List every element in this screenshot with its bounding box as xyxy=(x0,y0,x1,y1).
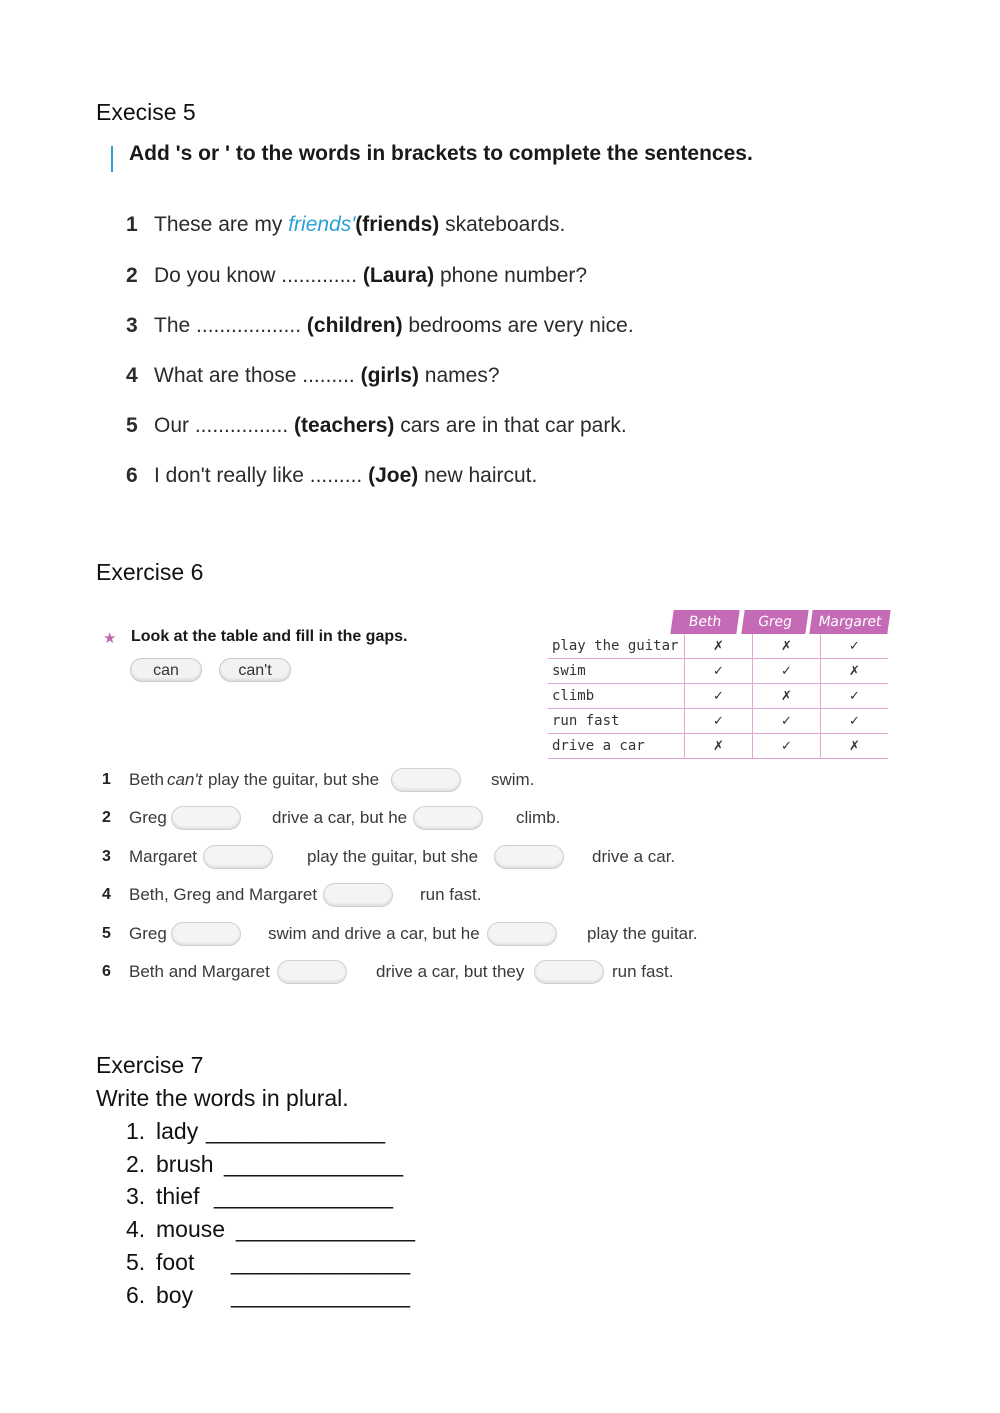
item-text-start: The xyxy=(154,314,197,337)
star-icon: ★ xyxy=(103,630,117,647)
sentence-subject: Greg xyxy=(129,808,167,827)
answer-gap-input[interactable] xyxy=(171,922,241,946)
answer-blank[interactable]: ______________ xyxy=(224,1151,404,1177)
sentence-middle: drive a car, but he xyxy=(272,808,408,827)
sentence-middle: drive a car, but they xyxy=(376,962,525,981)
answer-gap-input[interactable] xyxy=(487,922,557,946)
item-number: 1. xyxy=(126,1118,146,1144)
check-mark-icon: ✓ xyxy=(685,684,753,709)
sentence-subject: Greg xyxy=(129,924,167,943)
sentence-subject: Beth and Margaret xyxy=(129,962,270,981)
item-number: 3. xyxy=(126,1183,146,1209)
answer-blank[interactable]: ______________ xyxy=(206,1118,386,1144)
answer-gap-input[interactable] xyxy=(391,768,461,792)
singular-word: boy xyxy=(156,1282,194,1308)
table-header-margaret: Margaret xyxy=(809,610,890,634)
singular-word: brush xyxy=(156,1151,214,1177)
sentence-end: climb. xyxy=(516,808,561,827)
exercise-5-title: Execise 5 xyxy=(96,99,196,125)
sentence-end: swim. xyxy=(491,770,535,789)
answer-blank[interactable]: ______________ xyxy=(214,1183,394,1209)
item-text-end: cars are in that car park. xyxy=(394,414,627,437)
table-row xyxy=(548,684,888,709)
plural-item xyxy=(126,1118,385,1145)
plural-item xyxy=(126,1183,393,1210)
table-header-beth: Beth xyxy=(670,610,739,634)
table-row-label: play the guitar xyxy=(548,634,685,659)
item-text-start: Do you know xyxy=(154,264,282,287)
table-row xyxy=(548,634,888,659)
exercise-5-item xyxy=(126,264,587,288)
item-text-end: skateboards. xyxy=(439,213,566,236)
check-mark-icon: ✓ xyxy=(821,684,889,709)
answer-gap-input[interactable] xyxy=(494,845,564,869)
answer-gap-input[interactable] xyxy=(277,960,347,984)
option-cant[interactable]: can't xyxy=(219,658,291,682)
check-mark-icon: ✓ xyxy=(753,734,821,759)
answer-gap-input[interactable] xyxy=(534,960,604,984)
exercise-7-title: Exercise 7 xyxy=(96,1052,204,1078)
singular-word: thief xyxy=(156,1183,200,1209)
plural-item xyxy=(126,1282,410,1309)
table-row xyxy=(548,659,888,684)
item-number: 3 xyxy=(126,314,138,337)
check-mark-icon: ✓ xyxy=(821,709,889,734)
item-number: 4. xyxy=(126,1216,146,1242)
singular-word: lady xyxy=(156,1118,199,1144)
item-text-end: names? xyxy=(418,364,500,387)
table-row-label: drive a car xyxy=(548,734,685,759)
sentence-subject: Beth xyxy=(129,770,164,789)
cross-mark-icon: ✗ xyxy=(685,734,753,759)
exercise-5-item xyxy=(126,314,634,338)
bracket-word: (Laura) xyxy=(362,264,435,287)
table-row-label: swim xyxy=(548,659,685,684)
sentence-subject: Margaret xyxy=(129,847,198,866)
sentence-number: 5 xyxy=(102,925,111,942)
cross-mark-icon: ✗ xyxy=(753,684,821,709)
answer-gap[interactable]: ......... xyxy=(302,364,361,387)
cross-mark-icon: ✗ xyxy=(821,659,889,684)
table-row-label: climb xyxy=(548,684,685,709)
cross-mark-icon: ✗ xyxy=(753,634,821,659)
table-header-greg: Greg xyxy=(741,610,808,634)
table-row xyxy=(548,709,888,734)
item-number: 5 xyxy=(126,414,138,437)
answer-gap[interactable]: ......... xyxy=(309,464,369,487)
item-number: 1 xyxy=(126,213,138,236)
item-number: 2 xyxy=(126,264,138,287)
singular-word: mouse xyxy=(156,1216,226,1242)
exercise-7-instruction: Write the words in plural. xyxy=(96,1085,349,1111)
item-text-end: bedrooms are very nice. xyxy=(402,314,634,337)
singular-word: foot xyxy=(156,1249,195,1275)
exercise-5-item xyxy=(126,364,500,388)
answer-gap[interactable]: ............. xyxy=(281,264,363,287)
bracket-word: (teachers) xyxy=(294,414,395,437)
table-row-label: run fast xyxy=(548,709,685,734)
example-answer: can't xyxy=(167,770,203,789)
sentence-middle: play the guitar, but she xyxy=(307,847,479,866)
answer-gap-input[interactable] xyxy=(171,806,241,830)
answer-blank[interactable]: ______________ xyxy=(236,1216,416,1242)
answer-blank[interactable]: ______________ xyxy=(231,1249,411,1275)
item-text-end: phone number? xyxy=(434,264,588,287)
answer-gap-input[interactable] xyxy=(323,883,393,907)
exercise-5-item xyxy=(126,464,537,488)
item-text-start: These are my xyxy=(154,213,289,236)
sentence-end: run fast. xyxy=(612,962,674,981)
ability-table xyxy=(548,634,888,759)
answer-gap-input[interactable] xyxy=(413,806,483,830)
item-number: 4 xyxy=(126,364,138,387)
check-mark-icon: ✓ xyxy=(753,709,821,734)
check-mark-icon: ✓ xyxy=(821,634,889,659)
answer-gap[interactable]: .................. xyxy=(196,314,307,337)
sentence-number: 4 xyxy=(102,886,111,903)
instruction-accent-bar xyxy=(111,146,113,172)
item-number: 6. xyxy=(126,1282,146,1308)
bracket-word: (children) xyxy=(306,314,403,337)
bracket-word: (friends) xyxy=(355,213,440,236)
exercise-6-title: Exercise 6 xyxy=(96,559,204,585)
exercise-6-instruction: Look at the table and fill in the gaps. xyxy=(131,628,408,645)
sentence-subject: Beth, Greg and Margaret xyxy=(129,885,318,904)
item-text-start: Our xyxy=(154,414,195,437)
sentence-number: 3 xyxy=(102,848,111,865)
check-mark-icon: ✓ xyxy=(685,659,753,684)
answer-blank[interactable]: ______________ xyxy=(231,1282,411,1308)
sentence-number: 1 xyxy=(102,771,111,788)
sentence-end: play the guitar. xyxy=(587,924,698,943)
answer-gap[interactable]: ................ xyxy=(194,414,295,437)
example-answer: friends' xyxy=(288,213,356,236)
sentence-number: 6 xyxy=(102,963,111,980)
cross-mark-icon: ✗ xyxy=(685,634,753,659)
item-text-end: new haircut. xyxy=(418,464,538,487)
cross-mark-icon: ✗ xyxy=(821,734,889,759)
check-mark-icon: ✓ xyxy=(753,659,821,684)
bracket-word: (Joe) xyxy=(368,464,419,487)
sentence-middle: run fast. xyxy=(420,885,482,904)
plural-item xyxy=(126,1249,410,1276)
sentence-end: drive a car. xyxy=(592,847,676,866)
item-text-start: I don't really like xyxy=(154,464,310,487)
exercise-5-item xyxy=(126,414,627,438)
table-row xyxy=(548,734,888,759)
plural-item xyxy=(126,1216,415,1243)
exercise-5-instruction: Add 's or ' to the words in brackets to complete the sentences. xyxy=(129,142,753,165)
item-number: 5. xyxy=(126,1249,146,1275)
check-mark-icon: ✓ xyxy=(685,709,753,734)
item-text-start: What are those xyxy=(154,364,303,387)
answer-gap-input[interactable] xyxy=(203,845,273,869)
sentence-number: 2 xyxy=(102,809,111,826)
bracket-word: (girls) xyxy=(360,364,419,387)
exercise-5-item xyxy=(126,213,565,237)
sentence-middle: swim and drive a car, but he xyxy=(268,924,480,943)
option-can[interactable]: can xyxy=(130,658,202,682)
sentence-middle: play the guitar, but she xyxy=(208,770,380,789)
item-number: 2. xyxy=(126,1151,146,1177)
item-number: 6 xyxy=(126,464,138,487)
plural-item xyxy=(126,1151,403,1178)
